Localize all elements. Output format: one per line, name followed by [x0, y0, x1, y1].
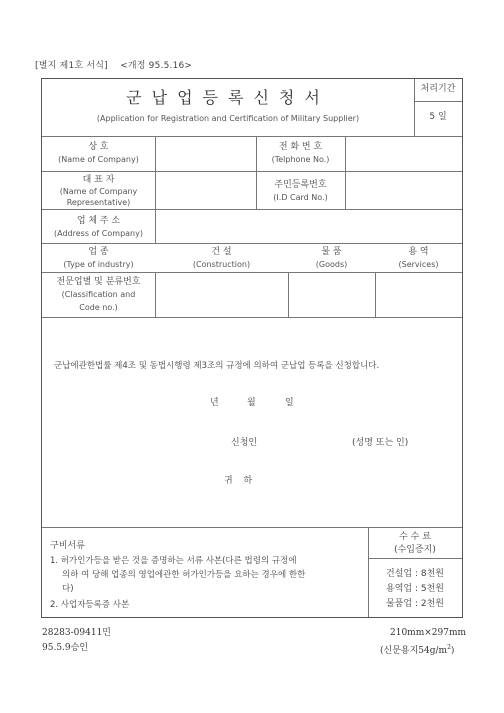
paper-type-text: (신문용지54g/m: [380, 646, 448, 656]
address-label-en: (Address of Company): [54, 229, 143, 238]
documents-item-1: 1. 허가인가등을 받은 것을 증명하는 서류 사본(다른 법령의 규정에: [50, 556, 297, 566]
row-divider: [42, 171, 462, 172]
services-label-en: (Services): [398, 260, 439, 269]
construction-label-en: (Construction): [192, 260, 251, 269]
application-form: [41, 78, 463, 618]
addressee: 귀 하: [224, 476, 257, 486]
representative-label-en-2: Representative): [66, 198, 131, 207]
classification-label: 전문업별 및 분류번호: [56, 277, 141, 287]
industry-label: 업 종: [88, 247, 109, 257]
services-label: 용 역: [408, 247, 429, 257]
application-statement: 군납에관한법률 제4조 및 동법시행령 제3조의 규정에 의하여 군납업 등록을 신청합니다.: [54, 361, 380, 371]
phone-label: 전 화 번 호: [278, 142, 323, 152]
classification-label-en-1: (Classification and: [61, 290, 136, 299]
applicant-label: 신청인: [231, 438, 258, 448]
row-divider: [42, 527, 462, 528]
address-label: 업 체 주 소: [76, 216, 121, 226]
id-number-label-en: (I.D Card No.): [273, 193, 328, 202]
signature-note: (성명 또는 인): [352, 438, 409, 448]
form-header: [35, 58, 192, 71]
row-divider: [42, 136, 462, 137]
row-divider: [368, 558, 462, 559]
fee-services: 용역업 : 5천원: [386, 584, 444, 594]
representative-label: 대 표 자: [82, 175, 115, 185]
processing-label: 처리기간: [420, 84, 456, 94]
fee-title: 수 수 료: [399, 532, 431, 542]
row-divider: [42, 209, 462, 210]
company-name-label: 상 호: [88, 142, 109, 152]
fee-construction: 건설업 : 8천원: [386, 569, 444, 579]
paper-type-close: ): [450, 646, 455, 656]
date-day: 일: [285, 398, 294, 408]
row-divider: [42, 317, 462, 318]
phone-label-en: (Telphone No.): [271, 155, 330, 164]
goods-label: 물 품: [321, 247, 342, 257]
date-month: 월: [247, 398, 256, 408]
col-divider: [375, 272, 376, 317]
col-divider: [155, 136, 156, 243]
paper-size: 210mm×297mm: [390, 628, 467, 638]
approval-date: 95.5.9승인: [42, 643, 89, 653]
form-title-english: (Application for Registration and Certification of Military Supplier): [96, 114, 360, 123]
documents-item-2: 2. 사업자등록증 사본: [50, 600, 130, 610]
form-title: 군납업등록신청서: [126, 88, 330, 107]
industry-label-en: (Type of industry): [63, 260, 134, 269]
paper-type-sup: 2: [447, 644, 451, 651]
col-divider: [345, 136, 346, 209]
company-name-label-en: (Name of Company): [58, 155, 139, 164]
processing-divider: [414, 101, 462, 102]
fee-goods: 물품업 : 2천원: [386, 599, 444, 609]
construction-label: 건 설: [211, 247, 232, 257]
classification-label-en-2: Code no.): [79, 303, 118, 312]
goods-label-en: (Goods): [315, 260, 348, 269]
row-divider: [42, 243, 462, 244]
processing-value: 5 일: [429, 112, 447, 122]
revision-note: <개정 95.5.16>: [120, 61, 193, 71]
representative-label-en-1: (Name of Company: [59, 187, 138, 196]
fee-subtitle: (수입증지): [394, 545, 436, 555]
documents-title: 구비서류: [50, 541, 85, 551]
documents-item-1-end: 다): [62, 584, 74, 594]
documents-item-1-cont: 의하 여 당해 업종의 영업에관한 허가인가등을 요하는 경우에 한한: [62, 570, 306, 580]
paper-type: [380, 642, 454, 657]
form-label: [별지 제1호 서식]: [35, 61, 108, 71]
id-number-label: 주민등록번호: [274, 180, 327, 190]
date-year: 년: [210, 398, 219, 408]
row-divider: [42, 272, 462, 273]
col-divider: [288, 272, 289, 317]
col-divider: [155, 272, 156, 317]
form-code: 28283-09411민: [42, 628, 111, 638]
